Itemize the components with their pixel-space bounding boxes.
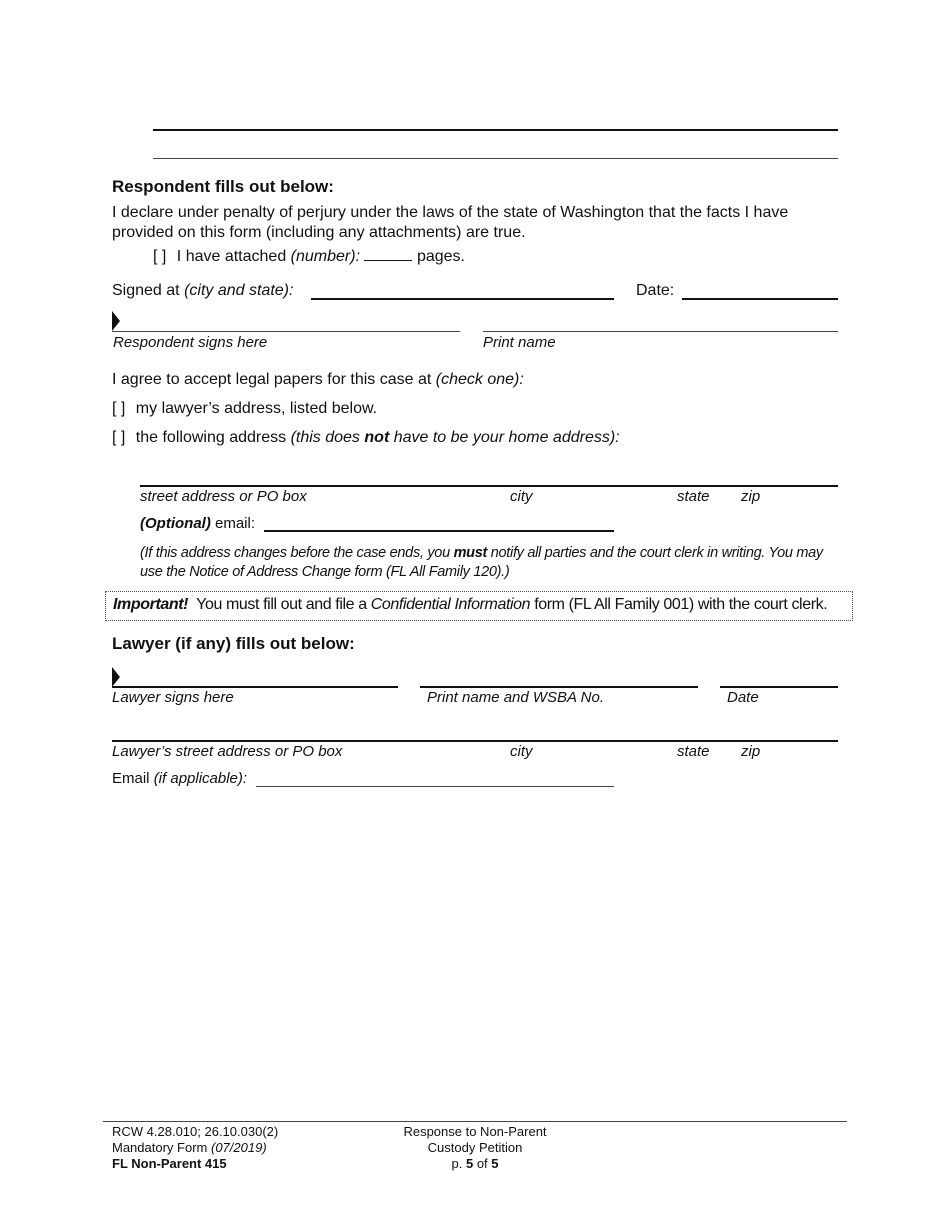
date-label: Date:	[636, 282, 675, 299]
lawyer-print-name-field[interactable]	[420, 686, 698, 688]
attached-row	[153, 246, 465, 266]
optional-email-field[interactable]	[264, 530, 614, 532]
footer-left	[112, 1124, 278, 1172]
footer-title-1: Response to Non-Parent	[403, 1124, 547, 1139]
date-field[interactable]	[682, 298, 838, 300]
footer-rcw: RCW 4.28.010; 26.10.030(2)	[112, 1124, 279, 1139]
note-c: use the Notice of Address Change form (FL All Family 120).)	[140, 564, 510, 580]
footer-title-2: Custody Petition	[427, 1140, 523, 1155]
lawyer-heading: Lawyer (if any) fills out below:	[112, 634, 355, 653]
lawyer-signature-field[interactable]	[112, 686, 398, 688]
option2-hint-a: (this does	[290, 429, 360, 446]
optional-email-row	[140, 515, 255, 532]
option2-checkbox[interactable]: [ ]	[112, 429, 126, 446]
state-label: state	[677, 488, 710, 505]
lawyer-date-label: Date	[727, 689, 759, 706]
option2-hint-b: have to be your home address):	[393, 429, 620, 446]
lawyer-email-field[interactable]	[256, 786, 614, 787]
zip-label: zip	[741, 488, 761, 505]
lawyer-city-label: city	[510, 743, 533, 760]
important-notice	[113, 596, 827, 614]
lawyer-state-label: state	[677, 743, 710, 760]
sign-here-arrow-icon	[112, 311, 120, 331]
important-form-name: Confidential Information	[370, 596, 531, 613]
email-label: email:	[215, 515, 256, 532]
lawyer-address-field[interactable]	[112, 740, 838, 742]
respondent-heading: Respondent fills out below:	[112, 177, 334, 196]
respondent-print-label: Print name	[483, 334, 556, 351]
attached-pages-input[interactable]	[364, 246, 412, 261]
footer-mandatory	[112, 1140, 278, 1156]
important-text-b: form (FL All Family 001) with the court clerk.	[534, 596, 828, 613]
important-lead: Important!	[113, 596, 189, 613]
city-label: city	[510, 488, 533, 505]
option1-text: my lawyer’s address, listed below.	[135, 400, 378, 417]
lawyer-print-label: Print name and WSBA No.	[427, 689, 605, 706]
declaration-text: I declare under penalty of perjury under the laws of the state of Washington that the facts I have provided on this form (including any attachments) are true.	[112, 204, 789, 241]
footer-page-num: 5	[465, 1156, 474, 1171]
signed-at-hint: (city and state):	[184, 282, 294, 299]
important-text-a: You must fill out and file a	[196, 596, 367, 613]
service-intro-text: I agree to accept legal papers for this case at	[112, 371, 432, 388]
footer-form-id: FL Non-Parent 415	[112, 1156, 227, 1171]
footer-center	[376, 1124, 574, 1172]
option1-checkbox[interactable]: [ ]	[112, 400, 126, 417]
attached-checkbox[interactable]: [ ]	[153, 248, 167, 265]
note-b: notify all parties and the court clerk in writing. You may	[490, 545, 823, 561]
footer-mandatory-text: Mandatory Form	[112, 1140, 208, 1155]
service-intro	[112, 371, 524, 389]
attached-suffix: pages.	[416, 248, 465, 265]
blank-line-2[interactable]	[153, 158, 838, 159]
footer-rule	[103, 1121, 847, 1122]
optional-label: (Optional)	[140, 515, 211, 532]
respondent-signature-field[interactable]	[112, 331, 460, 332]
lawyer-sign-label: Lawyer signs here	[112, 689, 234, 706]
footer-page	[376, 1156, 574, 1172]
signed-at-field[interactable]	[311, 298, 614, 300]
option2-hint-not: not	[364, 429, 390, 446]
note-a: (If this address changes before the case ends, you	[140, 545, 450, 561]
option2-text: the following address	[135, 429, 287, 446]
signed-at-row	[112, 282, 293, 300]
respondent-sign-label: Respondent signs here	[113, 334, 268, 351]
lawyer-email-hint: (if applicable):	[153, 770, 248, 787]
attached-number-label: (number):	[290, 248, 361, 265]
lawyer-street-label: Lawyer’s street address or PO box	[112, 743, 343, 760]
lawyer-zip-label: zip	[741, 743, 761, 760]
note-must: must	[453, 545, 488, 561]
lawyer-email-label: Email	[112, 770, 150, 787]
lawyer-sign-arrow-icon	[112, 667, 120, 687]
street-label: street address or PO box	[140, 488, 307, 505]
address-change-note	[140, 544, 850, 582]
signed-at-label: Signed at	[112, 282, 180, 299]
lawyer-date-field[interactable]	[720, 686, 838, 688]
footer-page-total: 5	[491, 1156, 499, 1171]
option-lawyer-address	[112, 400, 377, 418]
attached-prefix: I have attached	[176, 248, 287, 265]
footer-page-prefix: p.	[451, 1156, 463, 1171]
option-following-address	[112, 429, 620, 447]
service-intro-hint: (check one):	[435, 371, 524, 388]
footer-page-of: of	[476, 1156, 488, 1171]
respondent-print-name-field[interactable]	[483, 331, 838, 332]
blank-line-1[interactable]	[153, 129, 838, 131]
address-field[interactable]	[140, 485, 838, 487]
lawyer-email-row	[112, 770, 247, 787]
footer-mandatory-date: (07/2019)	[211, 1140, 267, 1155]
